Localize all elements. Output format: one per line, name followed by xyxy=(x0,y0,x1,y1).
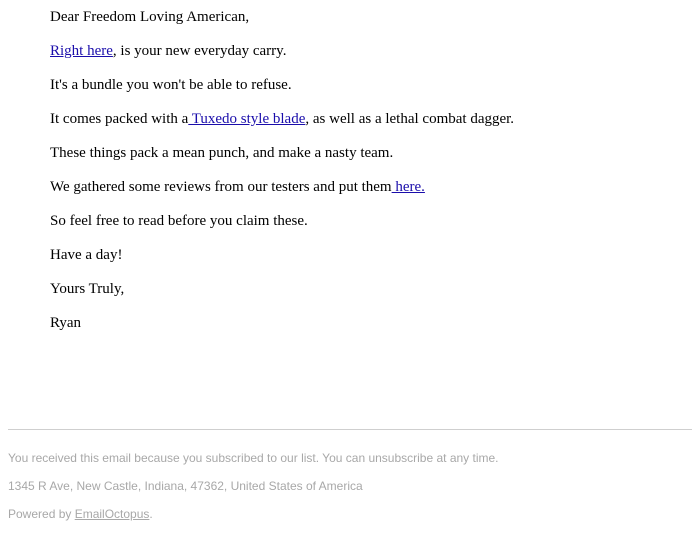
reviews-here-link[interactable]: here. xyxy=(391,179,425,195)
right-here-link[interactable]: Right here xyxy=(50,43,113,59)
paragraph-blade: It comes packed with a Tuxedo style blade, as well as a lethal combat dagger. xyxy=(50,111,515,127)
paragraph-bundle: It's a bundle you won't be able to refuse. xyxy=(50,77,292,93)
emailoctopus-link[interactable]: EmailOctopus xyxy=(74,507,150,521)
email-body xyxy=(50,7,670,347)
subscription-notice: You received this email because you subscribed to our list. You can unsubscribe at any time. xyxy=(8,451,499,465)
footer-divider xyxy=(8,429,692,430)
paragraph-read: So feel free to read before you claim these. xyxy=(50,213,308,229)
greeting: Dear Freedom Loving American, xyxy=(50,9,250,25)
paragraph-have-a-day: Have a day! xyxy=(50,247,123,263)
sender-address: 1345 R Ave, New Castle, Indiana, 47362, United States of America xyxy=(8,479,363,493)
paragraph-reviews: We gathered some reviews from our testers and put them here. xyxy=(50,179,425,195)
paragraph-punch: These things pack a mean punch, and make a nasty team. xyxy=(50,145,394,161)
tuxedo-blade-link[interactable]: Tuxedo style blade xyxy=(188,111,306,127)
closing: Yours Truly, xyxy=(50,281,125,297)
email-footer xyxy=(8,449,692,533)
paragraph-everyday-carry: Right here, is your new everyday carry. xyxy=(50,43,287,59)
powered-by: Powered by EmailOctopus. xyxy=(8,507,153,521)
signature: Ryan xyxy=(50,315,82,331)
